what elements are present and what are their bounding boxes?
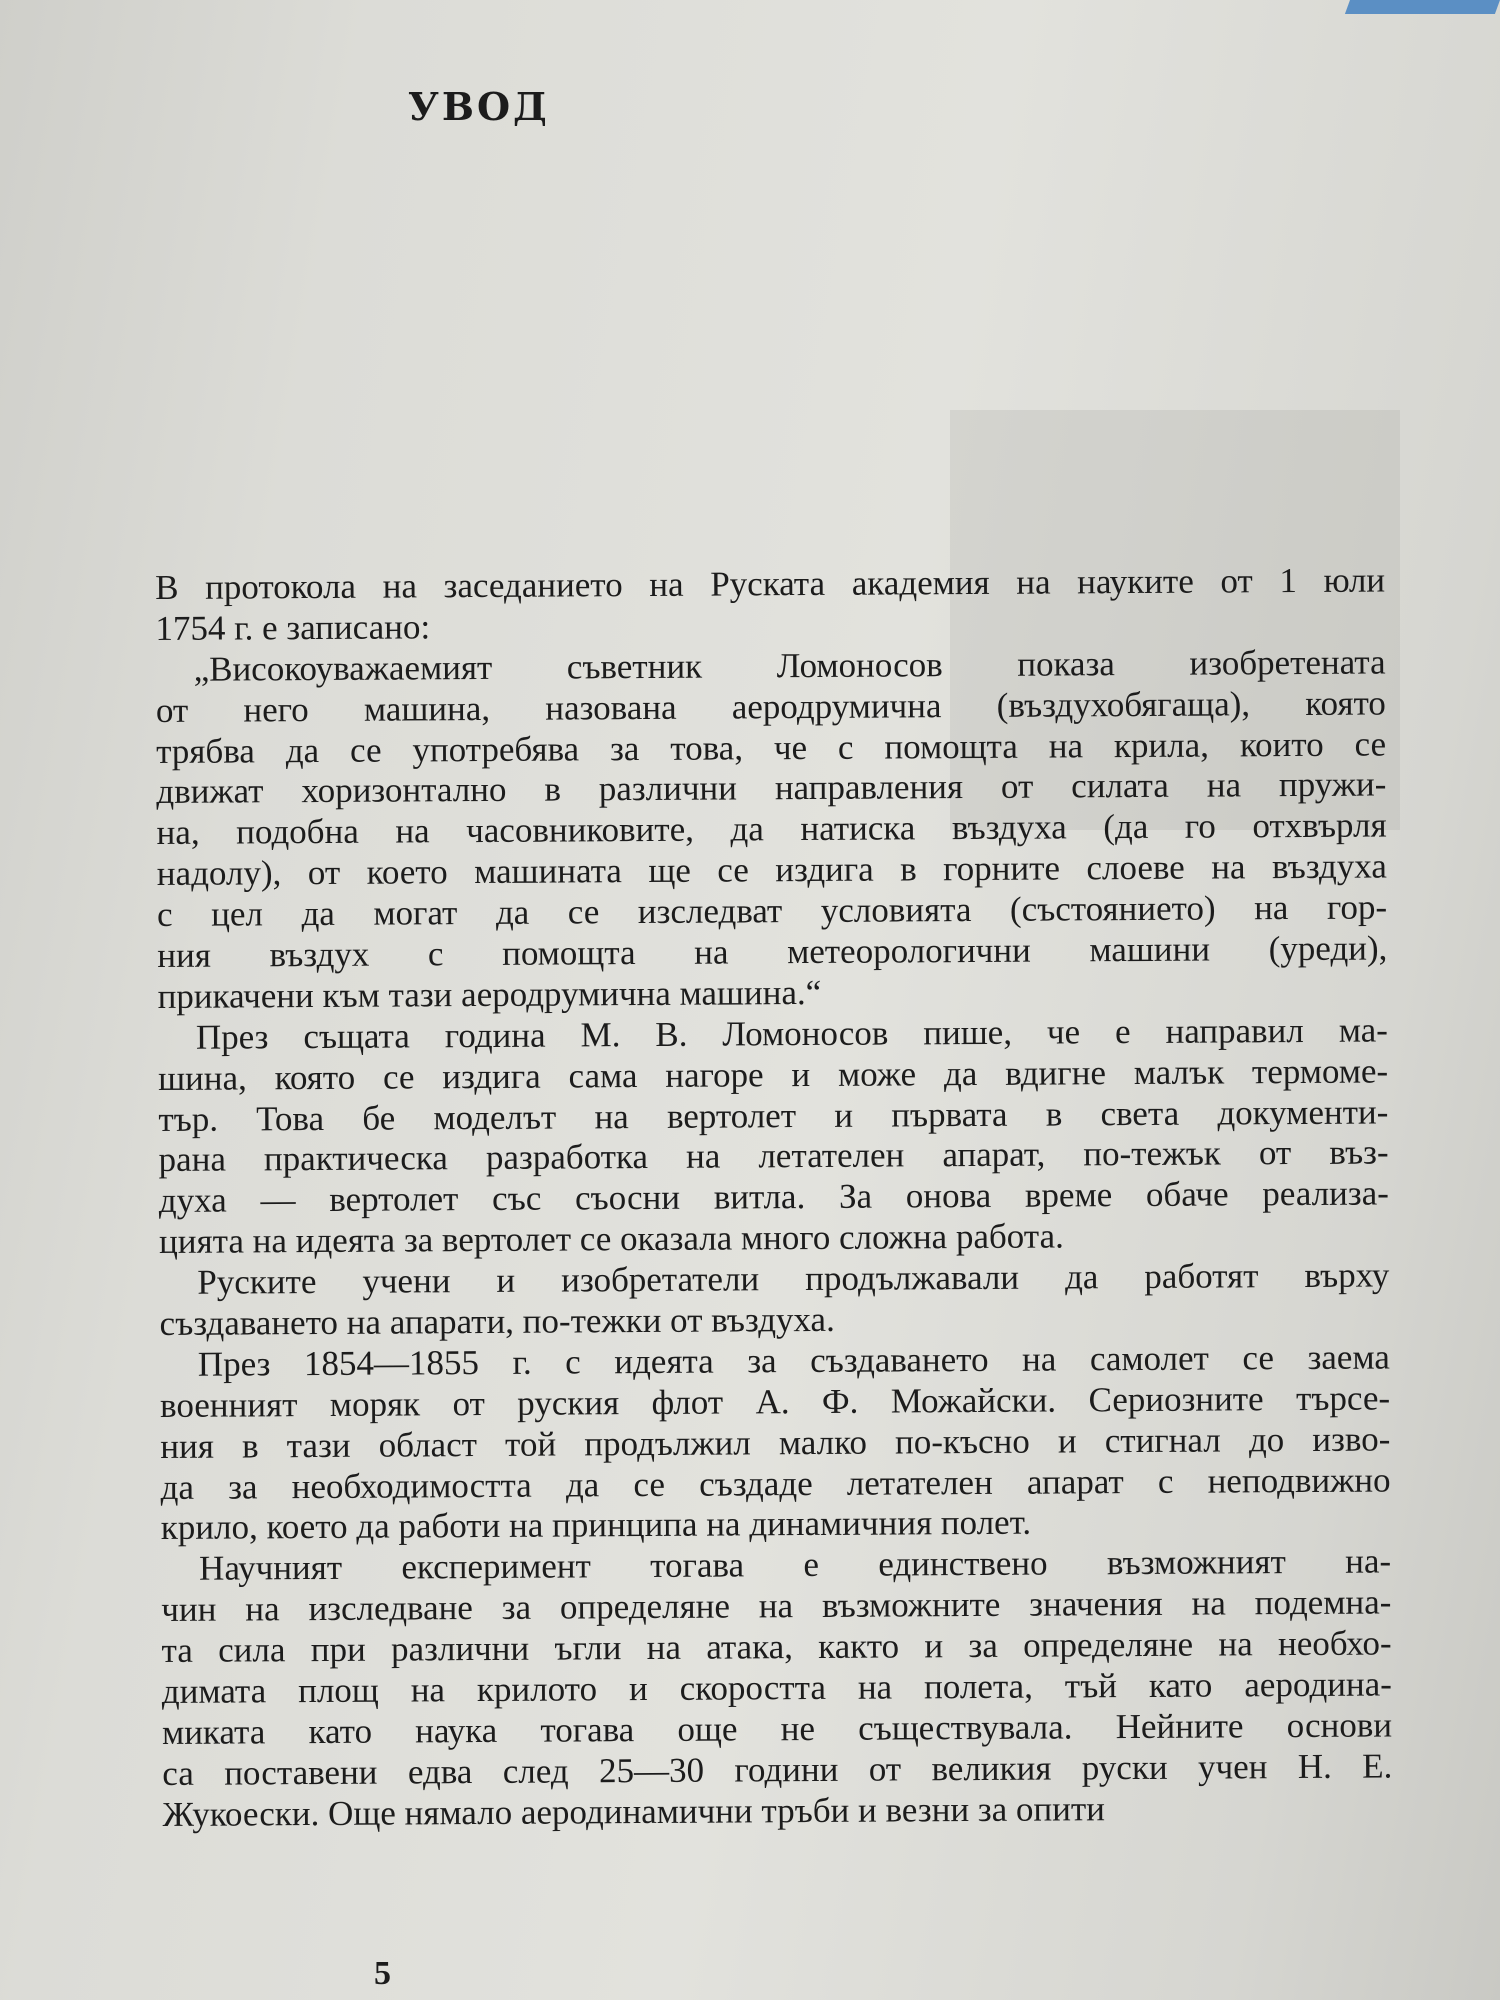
text-line: та сила при различни ъгли на атака, както и за определяне на необхо-	[161, 1623, 1392, 1671]
text-line: трябва да се употребява за това, че с помощта на крила, които се	[155, 724, 1387, 771]
paragraph	[161, 1542, 1393, 1836]
text-line: Жукоески. Още нямало аеродинамични тръби и везни за опити	[162, 1788, 1106, 1834]
text-line: димата площ на крилото и скоростта на полета, тъй като аеродина-	[161, 1664, 1392, 1712]
text-line: надолу), от което машината ще се издига в горните слоеве на въздуха	[156, 846, 1387, 894]
text-line: крило, което да работи на принципа на динамичния полет.	[160, 1503, 1032, 1548]
text-line: да за необходимостта да се създаде летателен апарат с неподвижно	[160, 1460, 1391, 1507]
blue-edge-decoration	[1345, 0, 1500, 14]
body-text	[155, 560, 1393, 1835]
paragraph	[155, 560, 1385, 649]
text-line: ния в тази област той продължил малко по-късно и стигнал до изво-	[160, 1419, 1391, 1466]
text-line: създаването на апарати, по-тежки от въздуха.	[159, 1299, 835, 1344]
page-number: 5	[374, 1955, 391, 1992]
paragraph	[158, 1010, 1389, 1263]
text-line: чин на изследване за определяне на възможните значения на подемна-	[161, 1582, 1392, 1630]
paragraph	[159, 1256, 1389, 1345]
text-line: ния въздух с помощта на метеорологични машини (уреди),	[157, 928, 1388, 976]
text-line: В протокола на заседанието на Руската академия на науките от 1 юли	[155, 560, 1386, 607]
text-line: миката като наука тогава още не съществувала. Нейните основи	[161, 1705, 1393, 1752]
text-line: цията на идеята за вертолет се оказала много сложна работа.	[158, 1216, 1064, 1262]
page-title: УВОД	[408, 84, 550, 129]
text-line: на, подобна на часовниковите, да натиска въздуха (да го отхвърля	[156, 805, 1387, 853]
text-line: с цел да могат да се изследват условията (състоянието) на гор-	[156, 887, 1388, 935]
text-line: движат хоризонтално в различни направления от силата на пружи-	[156, 764, 1387, 812]
text-line: „Високоуважаемият съветник Ломоносов показа изобретената	[193, 642, 1386, 689]
paragraph	[155, 642, 1387, 1018]
text-line: от него машина, назована аеродрумична (въздухобягаща), която	[155, 683, 1386, 730]
text-line: През същата година М. В. Ломоносов пише, че е направил ма-	[195, 1010, 1388, 1057]
text-line: Научният експеримент тогава е единствено възможният на-	[198, 1541, 1392, 1589]
text-line: военният моряк от руския флот А. Ф. Можайски. Сериозните търсе-	[159, 1378, 1391, 1425]
text-line: шина, която се издига сама нагоре и може да вдигне малък термоме-	[157, 1051, 1389, 1098]
text-line: тър. Това бе моделът на вертолет и първата в света документи-	[158, 1092, 1389, 1139]
text-line: 1754 г. е записано:	[155, 607, 431, 648]
text-line: През 1854—1855 г. с идеята за създаването на самолет се заема	[197, 1337, 1390, 1384]
text-line: Руските учени и изобретатели продължавали да работят върху	[197, 1255, 1390, 1302]
text-line: духа — вертолет със съосни витла. За онова време обаче реализа-	[158, 1173, 1389, 1221]
text-line: рана практическа разработка на летателен апарат, по-тежък от въз-	[158, 1132, 1389, 1180]
paragraph	[160, 1337, 1391, 1549]
text-line: са поставени едва след 25—30 години от великия руски учен Н. Е.	[162, 1746, 1393, 1793]
text-line: прикачени към тази аеродрумична машина.“	[157, 972, 822, 1016]
